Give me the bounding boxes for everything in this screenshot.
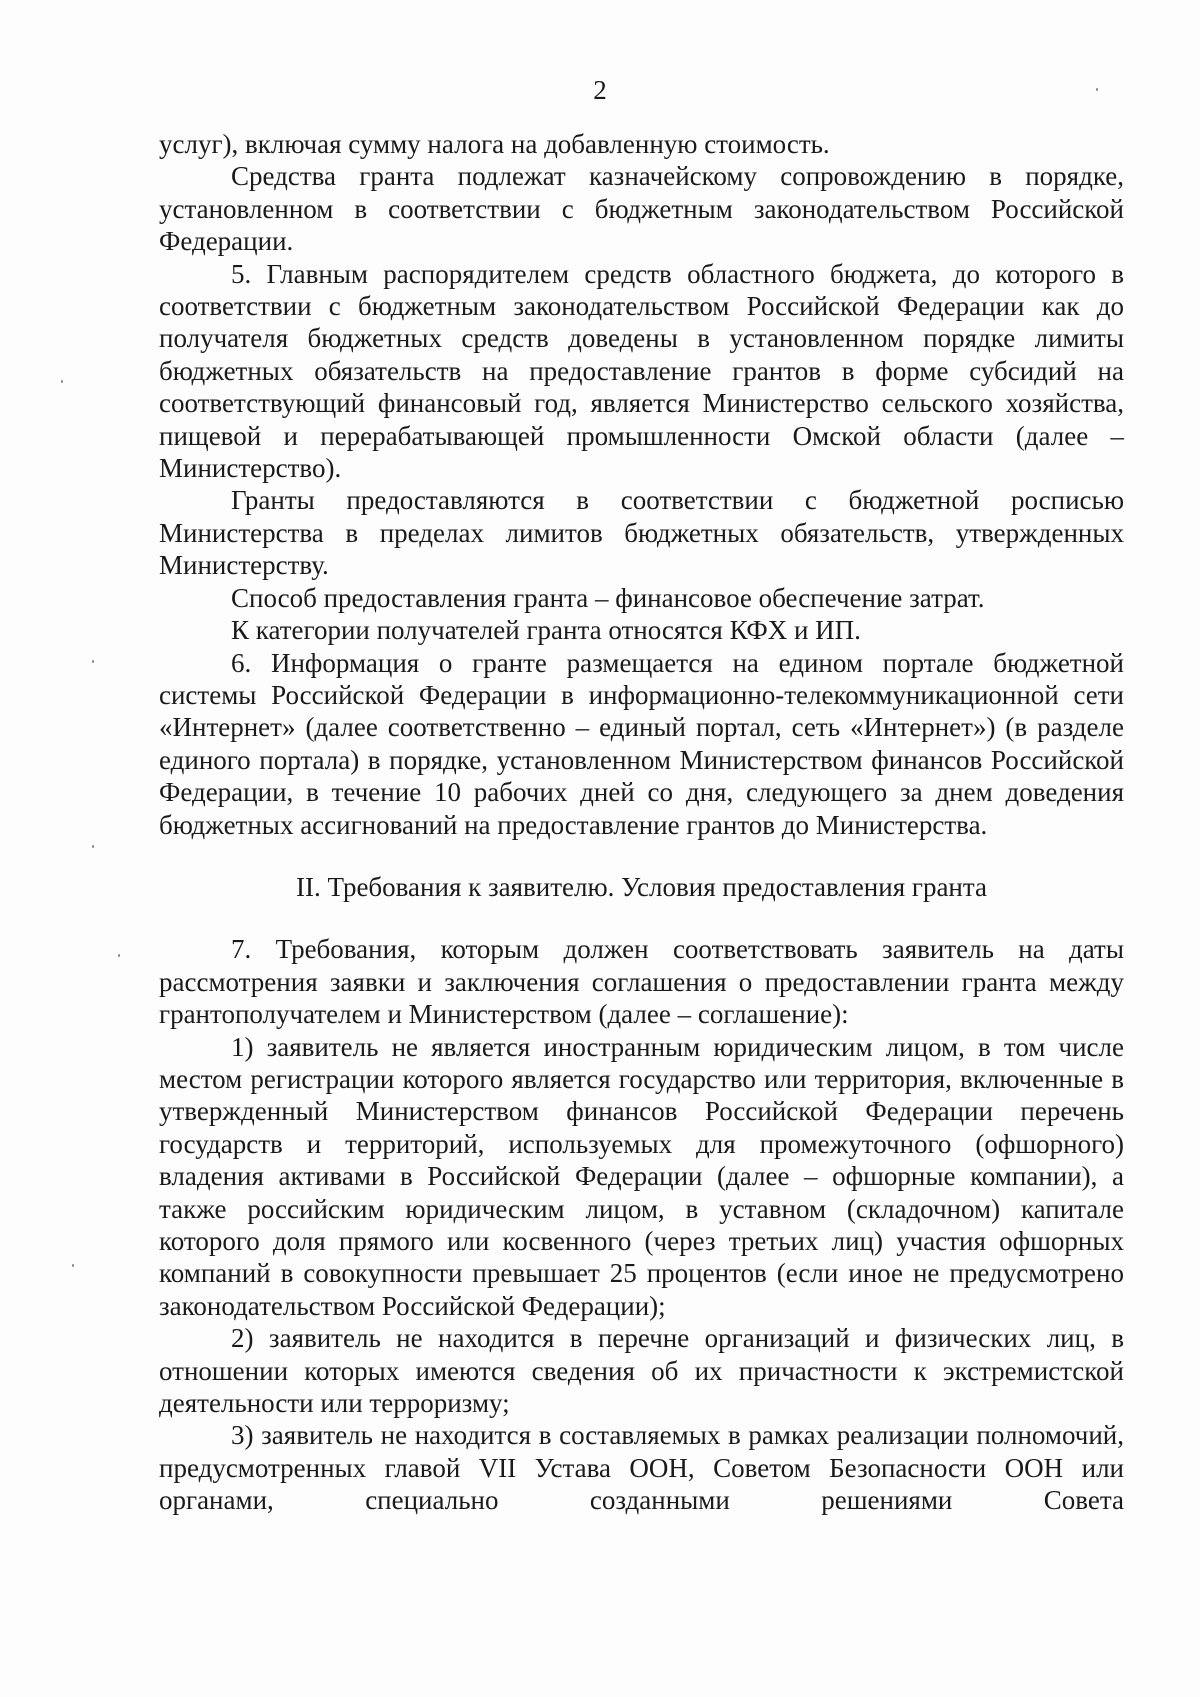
scan-speck: [61, 380, 63, 383]
paragraph-item-7: 7. Требования, которым должен соответствовать заявитель на даты рассмотрения заявки и заключения соглашения о предоставлении гранта между грантополучателем и Министерством (далее – соглашение):: [159, 934, 1124, 1030]
paragraph-subitem-3: 3) заявитель не находится в составляемых в рамках реализации полномочий, предусмотренных главой VII Устава ООН, Советом Безопасности ООН или органами, специально созданными решениями Совета: [159, 1420, 1124, 1516]
scan-speck: [1096, 88, 1098, 91]
scan-speck: [92, 660, 94, 663]
paragraph-budget-schedule: Гранты предоставляются в соответствии с бюджетной росписью Министерства в пределах лимитов бюджетных обязательств, утвержденных Министерству.: [159, 485, 1124, 581]
paragraph-item-6: 6. Информация о гранте размещается на едином портале бюджетной системы Российской Федерации в информационно-телекоммуникационной сети «Интернет» (далее соответственно – единый портал, сеть «Интернет») (в разделе единого портала) в порядке, установленном Министерством финансов Российской Федерации, в течение 10 рабочих дней со дня, следующего за днем доведения бюджетных ассигнований на предоставление грантов до Министерства.: [159, 647, 1124, 840]
scan-speck: [118, 954, 120, 957]
paragraph-item-5: 5. Главным распорядителем средств областного бюджета, до которого в соответствии с бюджетным законодательством Российской Федерации как до получателя бюджетных средств доведены в установленном порядке лимиты бюджетных обязательств на предоставление грантов в форме субсидий на соответствующий финансовый год, является Министерство сельского хозяйства, пищевой и перерабатывающей промышленности Омской области (далее – Министерство).: [159, 258, 1124, 484]
paragraph-continuation: услуг), включая сумму налога на добавленную стоимость.: [159, 129, 830, 159]
scan-speck: [72, 1264, 74, 1267]
paragraph-subitem-2: 2) заявитель не находится в перечне организаций и физических лиц, в отношении которых имеются сведения об их причастности к экстремистской деятельности или терроризму;: [159, 1323, 1124, 1419]
paragraph-grant-method: Способ предоставления гранта – финансовое обеспечение затрат.: [231, 582, 985, 613]
section-heading: II. Требования к заявителю. Условия предоставления гранта: [296, 871, 987, 902]
scan-speck: [92, 845, 94, 848]
document-body: [159, 128, 1124, 1517]
paragraph-subitem-1: 1) заявитель не является иностранным юридическим лицом, в том числе местом регистрации которого является государство или территория, включенные в утвержденный Министерством финансов Российской Федерации перечень государств и территорий, используемых для промежуточного (офшорного) владения активами в Российской Федерации (далее – офшорные компании), а также российским юридическим лицом, в уставном (складочном) капитале которого доля прямого или косвенного (через третьих лиц) участия офшорных компаний в совокупности превышает 25 процентов (если иное не предусмотрено законодательством Российской Федерации);: [159, 1031, 1124, 1321]
paragraph-treasury-support: Средства гранта подлежат казначейскому сопровождению в порядке, установленном в соответствии с бюджетным законодательством Российской Федерации.: [159, 161, 1124, 257]
page-number: 2: [593, 75, 607, 105]
paragraph-recipient-category: К категории получателей гранта относятся КФХ и ИП.: [231, 615, 861, 646]
